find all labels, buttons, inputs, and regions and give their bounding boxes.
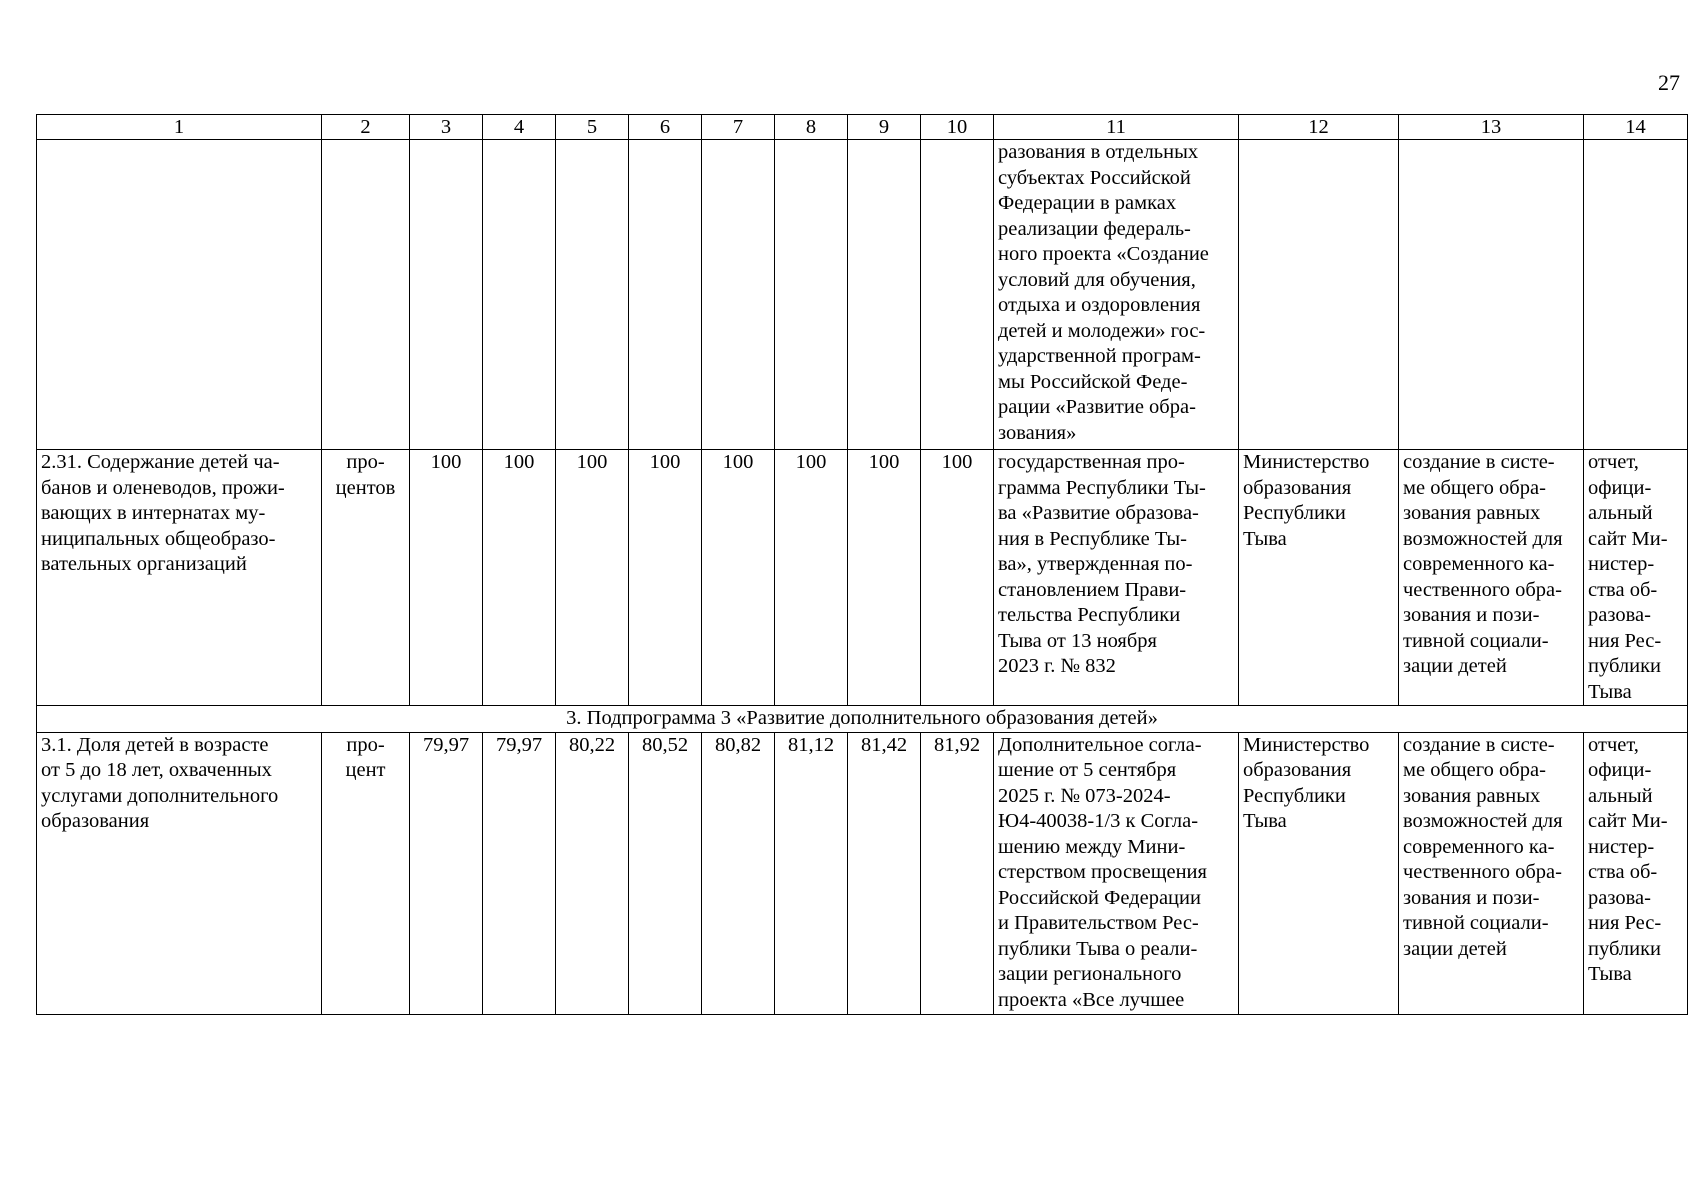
- text-line: Федерации в рамках: [998, 192, 1177, 214]
- text-line: публики: [1588, 655, 1662, 677]
- header-cell-12: 12: [1239, 115, 1399, 140]
- text-line: ва «Развитие образова-: [998, 502, 1199, 524]
- cell-value: 79,97: [410, 732, 483, 1014]
- text-line: чественного обра-: [1403, 578, 1562, 601]
- cell-value: 81,12: [775, 732, 848, 1014]
- text-line: сайт Ми-: [1588, 527, 1668, 550]
- text-line: зации регионального: [998, 963, 1182, 985]
- text-line: ния Рес-: [1588, 912, 1662, 934]
- text-line: Дополнительное согла-: [998, 733, 1202, 756]
- text-line: сайт Ми-: [1588, 810, 1668, 832]
- text-line: грамма Республики Ты-: [998, 476, 1206, 499]
- text-line: от 5 до 18 лет, охваченных: [41, 759, 272, 781]
- cell-empty: [556, 140, 629, 450]
- cell-empty: [702, 140, 775, 450]
- cell-value: 100: [848, 450, 921, 706]
- text-line: публики: [1588, 937, 1662, 960]
- text-line: публики Тыва о реали-: [998, 937, 1198, 960]
- header-cell-14: 14: [1584, 115, 1688, 140]
- header-cell-7: 7: [702, 115, 775, 140]
- text-line: ударственной програм-: [998, 345, 1201, 367]
- text-line: Тыва: [1243, 527, 1287, 550]
- text-line: шение от 5 сентября: [998, 759, 1177, 781]
- header-cell-2: 2: [322, 115, 410, 140]
- cell-reporting: [1584, 732, 1688, 1014]
- text-line: ного проекта «Создание: [998, 243, 1209, 265]
- header-cell-6: 6: [629, 115, 702, 140]
- cell-value: 100: [775, 450, 848, 706]
- text-line: современного ка-: [1403, 553, 1555, 575]
- header-cell-5: 5: [556, 115, 629, 140]
- text-line: про-: [346, 451, 385, 473]
- cell-value: 100: [556, 450, 629, 706]
- text-line: субъектах Российской: [998, 166, 1191, 189]
- text-line: Тыва: [1588, 680, 1632, 703]
- text-line: реализации федераль-: [998, 217, 1191, 240]
- text-line: 3.1. Доля детей в возрасте: [41, 733, 269, 756]
- page-number: 27: [1658, 70, 1680, 95]
- cell-value: 100: [410, 450, 483, 706]
- text-line: государственная про-: [998, 451, 1185, 473]
- text-line: шению между Мини-: [998, 835, 1186, 858]
- cell-goal: [1399, 732, 1584, 1014]
- text-line: Ю4-40038-1/3 к Согла-: [998, 810, 1199, 832]
- text-line: детей и молодежи» гос-: [998, 319, 1206, 342]
- cell-empty: [1584, 140, 1688, 450]
- text-line: альный: [1588, 502, 1653, 524]
- indicators-table: [36, 114, 1688, 1015]
- text-line: мы Российской Феде-: [998, 370, 1188, 393]
- cell-unit: [322, 450, 410, 706]
- text-line: альный: [1588, 784, 1653, 807]
- text-line: Тыва от 13 ноября: [998, 629, 1157, 652]
- cell-indicator-name: [37, 450, 322, 706]
- cell-empty: [629, 140, 702, 450]
- text-line: зования равных: [1403, 784, 1541, 807]
- cell-value: 81,92: [921, 732, 994, 1014]
- text-line: офици-: [1588, 759, 1652, 781]
- text-line: современного ка-: [1403, 835, 1555, 858]
- cell-empty: [483, 140, 556, 450]
- text-line: вательных организаций: [41, 553, 247, 575]
- text-line: Тыва: [1243, 810, 1287, 832]
- text-line: отдыха и оздоровления: [998, 294, 1201, 316]
- cell-value: 100: [483, 450, 556, 706]
- cell-empty: [775, 140, 848, 450]
- text-line: условий для обучения,: [998, 268, 1196, 291]
- header-cell-1: 1: [37, 115, 322, 140]
- cell-empty: [410, 140, 483, 450]
- text-line: зования»: [998, 421, 1077, 444]
- cell-value: 100: [921, 450, 994, 706]
- text-line: разова-: [1588, 886, 1651, 909]
- text-line: ниципальных общеобразо-: [41, 527, 276, 550]
- cell-value: 80,52: [629, 732, 702, 1014]
- text-line: тивной социали-: [1403, 912, 1549, 934]
- text-line: Республики: [1243, 784, 1346, 807]
- text-line: Министерство: [1243, 451, 1370, 473]
- cell-empty: [1239, 140, 1399, 450]
- text-line: рации «Развитие обра-: [998, 396, 1196, 418]
- cell-legal-basis-continuation: [994, 140, 1239, 450]
- header-cell-9: 9: [848, 115, 921, 140]
- text-line: услугами дополнительного: [41, 784, 279, 807]
- text-line: офици-: [1588, 476, 1652, 499]
- text-line: возможностей для: [1403, 527, 1563, 550]
- text-line: про-: [346, 733, 385, 756]
- header-cell-4: 4: [483, 115, 556, 140]
- text-line: ния Рес-: [1588, 629, 1662, 652]
- text-line: Министерство: [1243, 733, 1370, 756]
- cell-responsible: [1239, 732, 1399, 1014]
- table-row-continuation: [37, 140, 1688, 450]
- text-line: зования и пози-: [1403, 604, 1540, 626]
- text-line: создание в систе-: [1403, 451, 1555, 473]
- text-line: образования: [1243, 476, 1352, 499]
- text-line: Республики: [1243, 502, 1346, 524]
- text-line: банов и оленеводов, прожи-: [41, 476, 285, 499]
- text-line: становлением Прави-: [998, 578, 1187, 601]
- text-line: ме общего обра-: [1403, 759, 1546, 781]
- text-line: отчет,: [1588, 451, 1639, 473]
- cell-responsible: [1239, 450, 1399, 706]
- cell-value: 80,22: [556, 732, 629, 1014]
- text-line: 2.31. Содержание детей ча-: [41, 451, 280, 473]
- text-line: отчет,: [1588, 733, 1639, 756]
- text-line: стерством просвещения: [998, 861, 1207, 883]
- cell-empty: [322, 140, 410, 450]
- header-cell-10: 10: [921, 115, 994, 140]
- cell-goal: [1399, 450, 1584, 706]
- section-row-subprogram-3: [37, 706, 1688, 733]
- text-line: и Правительством Рес-: [998, 912, 1199, 934]
- text-line: зования и пози-: [1403, 886, 1540, 909]
- header-cell-11: 11: [994, 115, 1239, 140]
- cell-legal-basis: [994, 732, 1239, 1014]
- text-line: ния в Республике Ты-: [998, 527, 1187, 550]
- text-line: тивной социали-: [1403, 629, 1549, 652]
- text-line: ства об-: [1588, 578, 1658, 601]
- cell-value: 100: [629, 450, 702, 706]
- text-line: цент: [345, 759, 386, 781]
- text-line: зации детей: [1403, 655, 1507, 677]
- text-line: разова-: [1588, 604, 1651, 626]
- text-line: 2023 г. № 832: [998, 655, 1116, 677]
- text-line: чественного обра-: [1403, 861, 1562, 883]
- cell-value: 79,97: [483, 732, 556, 1014]
- cell-value: 81,42: [848, 732, 921, 1014]
- text-line: образования: [1243, 759, 1352, 781]
- text-line: возможностей для: [1403, 810, 1563, 832]
- text-line: вающих в интернатах му-: [41, 502, 266, 524]
- section-title: 3. Подпрограмма 3 «Развитие дополнительного образования детей»: [37, 706, 1688, 733]
- text-line: нистер-: [1588, 835, 1655, 858]
- table-row-2-31: [37, 450, 1688, 706]
- text-line: ства об-: [1588, 861, 1658, 883]
- header-cell-3: 3: [410, 115, 483, 140]
- cell-legal-basis: [994, 450, 1239, 706]
- text-line: проекта «Все лучшее: [998, 988, 1185, 1011]
- cell-empty: [1399, 140, 1584, 450]
- cell-reporting: [1584, 450, 1688, 706]
- text-line: Тыва: [1588, 963, 1632, 985]
- cell-value: 100: [702, 450, 775, 706]
- header-row: [37, 115, 1688, 140]
- cell-empty: [921, 140, 994, 450]
- cell-value: 80,82: [702, 732, 775, 1014]
- text-line: ва», утвержденная по-: [998, 553, 1193, 575]
- text-line: тельства Республики: [998, 604, 1181, 626]
- text-line: зации детей: [1403, 937, 1507, 960]
- text-line: разования в отдельных: [998, 141, 1199, 163]
- text-line: ме общего обра-: [1403, 476, 1546, 499]
- text-line: нистер-: [1588, 553, 1655, 575]
- text-line: 2025 г. № 073-2024-: [998, 784, 1171, 807]
- cell-indicator-name: [37, 732, 322, 1014]
- header-cell-13: 13: [1399, 115, 1584, 140]
- table-row-3-1: [37, 732, 1688, 1014]
- cell-unit: [322, 732, 410, 1014]
- header-cell-8: 8: [775, 115, 848, 140]
- cell-empty: [848, 140, 921, 450]
- cell-empty: [37, 140, 322, 450]
- text-line: образования: [41, 810, 150, 832]
- text-line: зования равных: [1403, 502, 1541, 524]
- text-line: центов: [335, 476, 396, 499]
- text-line: Российской Федерации: [998, 886, 1201, 909]
- text-line: создание в систе-: [1403, 733, 1555, 756]
